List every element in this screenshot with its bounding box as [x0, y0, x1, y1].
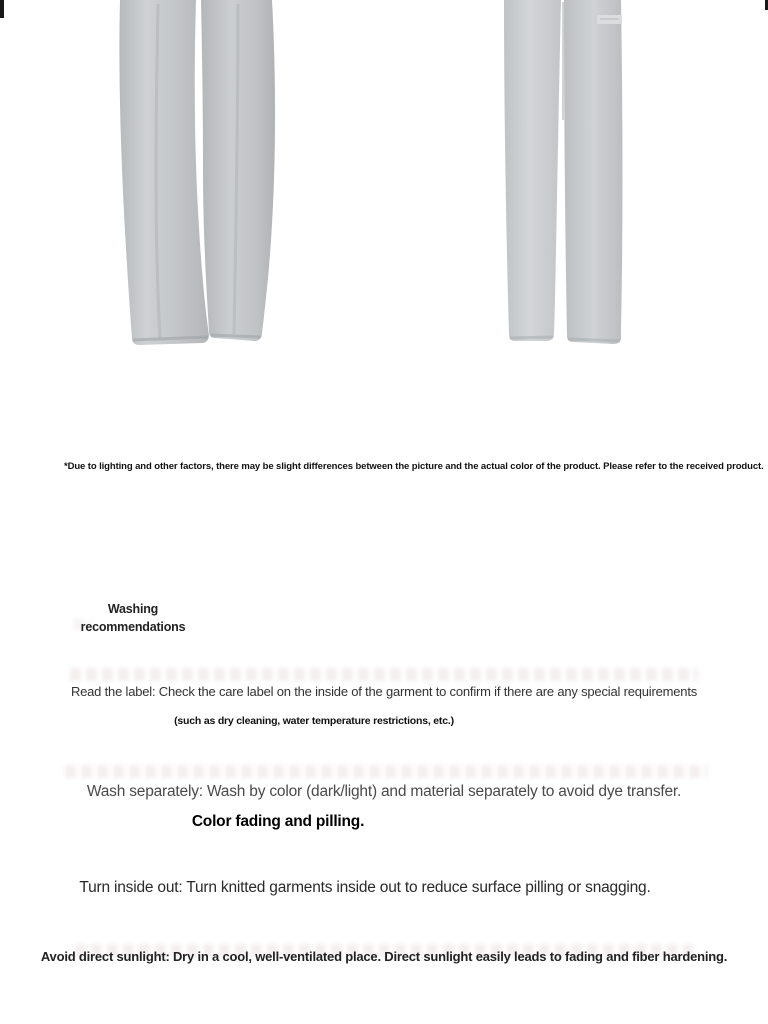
tip-wash-separately-note: Color fading and pilling. — [191, 813, 365, 830]
tip-read-label: Read the label: Check the care label on the inside of the garment to confirm if there are any special requirements — [70, 684, 698, 699]
product-image-back — [494, 0, 634, 350]
product-image-row — [0, 0, 768, 352]
tip-turn-inside-out: Turn inside out: Turn knitted garments inside out to reduce surface pilling or snagging. — [79, 879, 651, 896]
faded-ghost-text — [70, 668, 698, 681]
tip-read-label-note: (such as dry cleaning, water temperature restrictions, etc.) — [174, 715, 454, 727]
color-disclaimer-text: *Due to lighting and other factors, there may be slight differences between the picture and the actual color of the product. Please refer to the received product. — [64, 461, 764, 472]
tip-wash-separately: Wash separately: Wash by color (dark/light) and material separately to avoid dye transfer. — [86, 783, 682, 800]
product-image-front — [114, 0, 286, 350]
washing-recommendations-title — [58, 600, 208, 636]
faded-ghost-text — [65, 765, 708, 778]
washing-title-line2: recommendations — [80, 620, 186, 634]
tip-avoid-sunlight: Avoid direct sunlight: Dry in a cool, well-ventilated place. Direct sunlight easily leads to fading and fiber hardening. — [40, 949, 728, 964]
washing-title-line1: Washing — [107, 602, 159, 616]
